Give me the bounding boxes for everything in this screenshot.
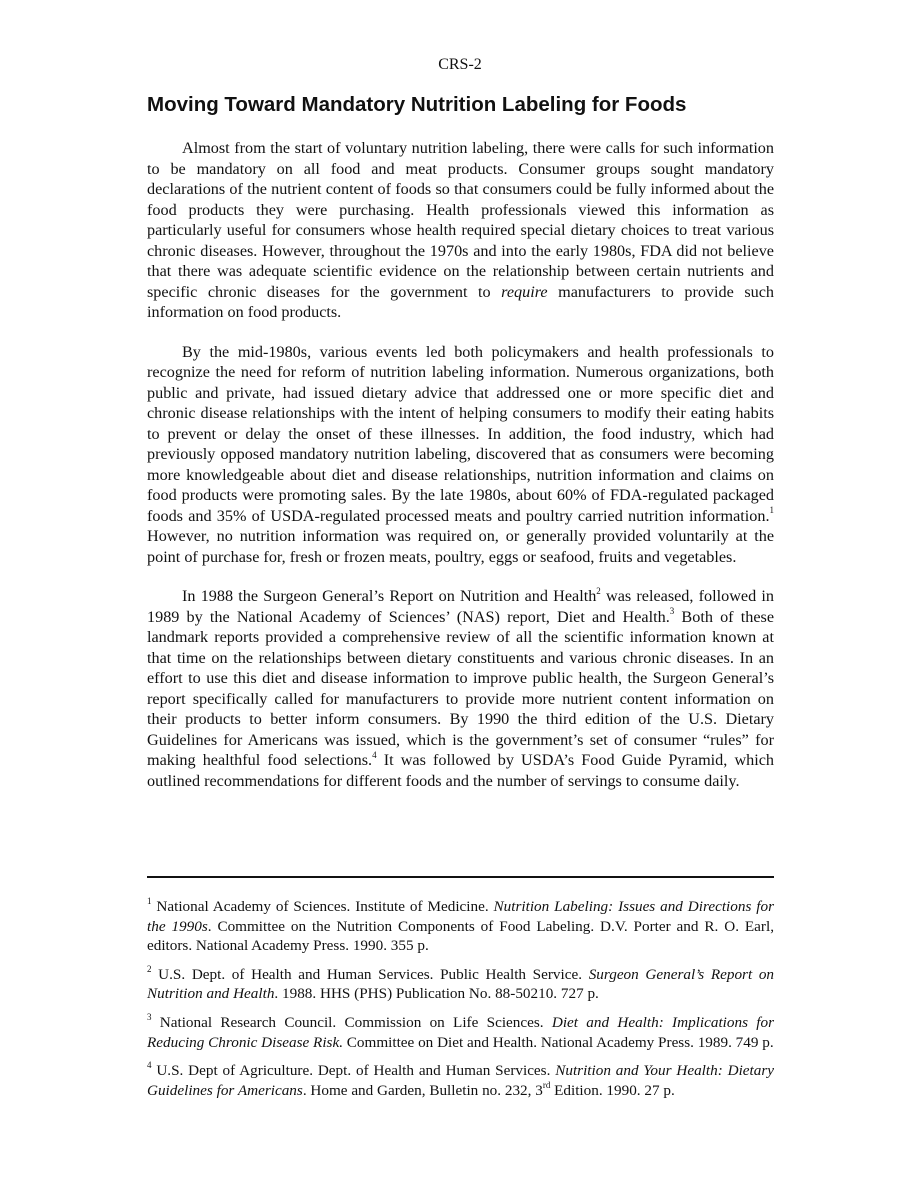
paragraph-3: In 1988 the Surgeon General’s Report on Nutrition and Health$^2$ was released, followed in 1989 by the National Academy of Sciences’ (NAS) report, Diet and Health.$^3$ Both of these landmark reports provided a comprehensive review of all the scientific information known at that time on the relationships between dietary constituents and various chronic diseases. In an effort to use this diet and disease information to improve public health, the Surgeon General’s report specifically called for manufacturers to provide more nutrient content information on their products to better inform consumers. By 1990 the third edition of the U.S. Dietary Guidelines for Americans was issued, which is the government’s set of consumer “rules” for making healthful food selections.$^4$ It was followed by USDA’s Food Guide Pyramid, which outlined recommendations for different foods and the number of servings to consume daily. bbox=[147, 585, 775, 790]
paragraph-1: Almost from the start of voluntary nutrition labeling, there were calls for such information to be mandatory on all food and meat products. Consumer groups sought mandatory declarations of the nutrient content of foods so that consumers could be fully informed about the food products they were purchasing. Health professionals viewed this information as particularly useful for consumers whose health required special dietary choices to treat various chronic diseases. However, throughout the 1970s and into the early 1980s, FDA did not believe that there was adequate scientific evidence on the relationship between certain nutrients and specific chronic diseases for the government to require manufacturers to provide such information on food products. bbox=[147, 139, 774, 321]
page-number: CRS-2 bbox=[438, 56, 482, 73]
footnote-ref-1: 1 bbox=[769, 505, 774, 516]
footnote-1: $^1$ National Academy of Sciences. Institute of Medicine. Nutrition Labeling: Issues and Directions for the 1990s. Committee on the Nutrition Components of Food Labeling. D.V. Porter and R. O. Earl, editors. National Academy Press. 1990. 355 p. bbox=[147, 895, 774, 955]
footnote-2: $^2$ U.S. Dept. of Health and Human Services. Public Health Service. Surgeon General’s Report on Nutrition and Health. 1988. HHS (PHS) Publication No. 88-50210. 727 p. bbox=[147, 963, 775, 1003]
footnote-ref-4: 4 bbox=[372, 749, 377, 760]
body-text bbox=[147, 138, 774, 810]
paragraph-2: By the mid-1980s, various events led both policymakers and health professionals to recognize the need for reform of nutrition labeling information. Numerous organizations, both public and private, had issued dietary advice that addressed one or more specific diet and chronic disease relationships with the intent of helping consumers to modify their eating habits to prevent or delay the onset of these illnesses. In addition, the food industry, which had previously opposed mandatory nutrition labeling, discovered that as consumers were becoming more knowledgeable about diet and disease relationships, nutrition information and claims on food products were promoting sales. By the late 1980s, about 60% of FDA-regulated packaged foods and 35% of USDA-regulated processed meats and poultry carried nutrition information.$^1$ However, no nutrition information was required on, or generally provided voluntarily at the point of purchase for, fresh or frozen meats, poultry, eggs or seafood, fruits and vegetables. bbox=[147, 342, 774, 566]
section-heading: Moving Toward Mandatory Nutrition Labeling for Foods bbox=[147, 93, 687, 116]
footnote-4: $^4$ U.S. Dept of Agriculture. Dept. of Health and Human Services. Nutrition and Your Health: Dietary Guidelines for Americans. Home and Garden, Bulletin no. 232, 3rd Edition. 1990. 27 p. bbox=[147, 1060, 774, 1099]
footnote-divider bbox=[147, 876, 774, 878]
footnote-3: $^3$ National Research Council. Commission on Life Sciences. Diet and Health: Implications for Reducing Chronic Disease Risk. Committee on Diet and Health. National Academy Press. 1989. 749 p. bbox=[147, 1011, 774, 1051]
footnote-ref-2: 2 bbox=[596, 585, 601, 596]
footnote-ref-3: 3 bbox=[669, 606, 675, 617]
footnotes bbox=[147, 897, 774, 1109]
